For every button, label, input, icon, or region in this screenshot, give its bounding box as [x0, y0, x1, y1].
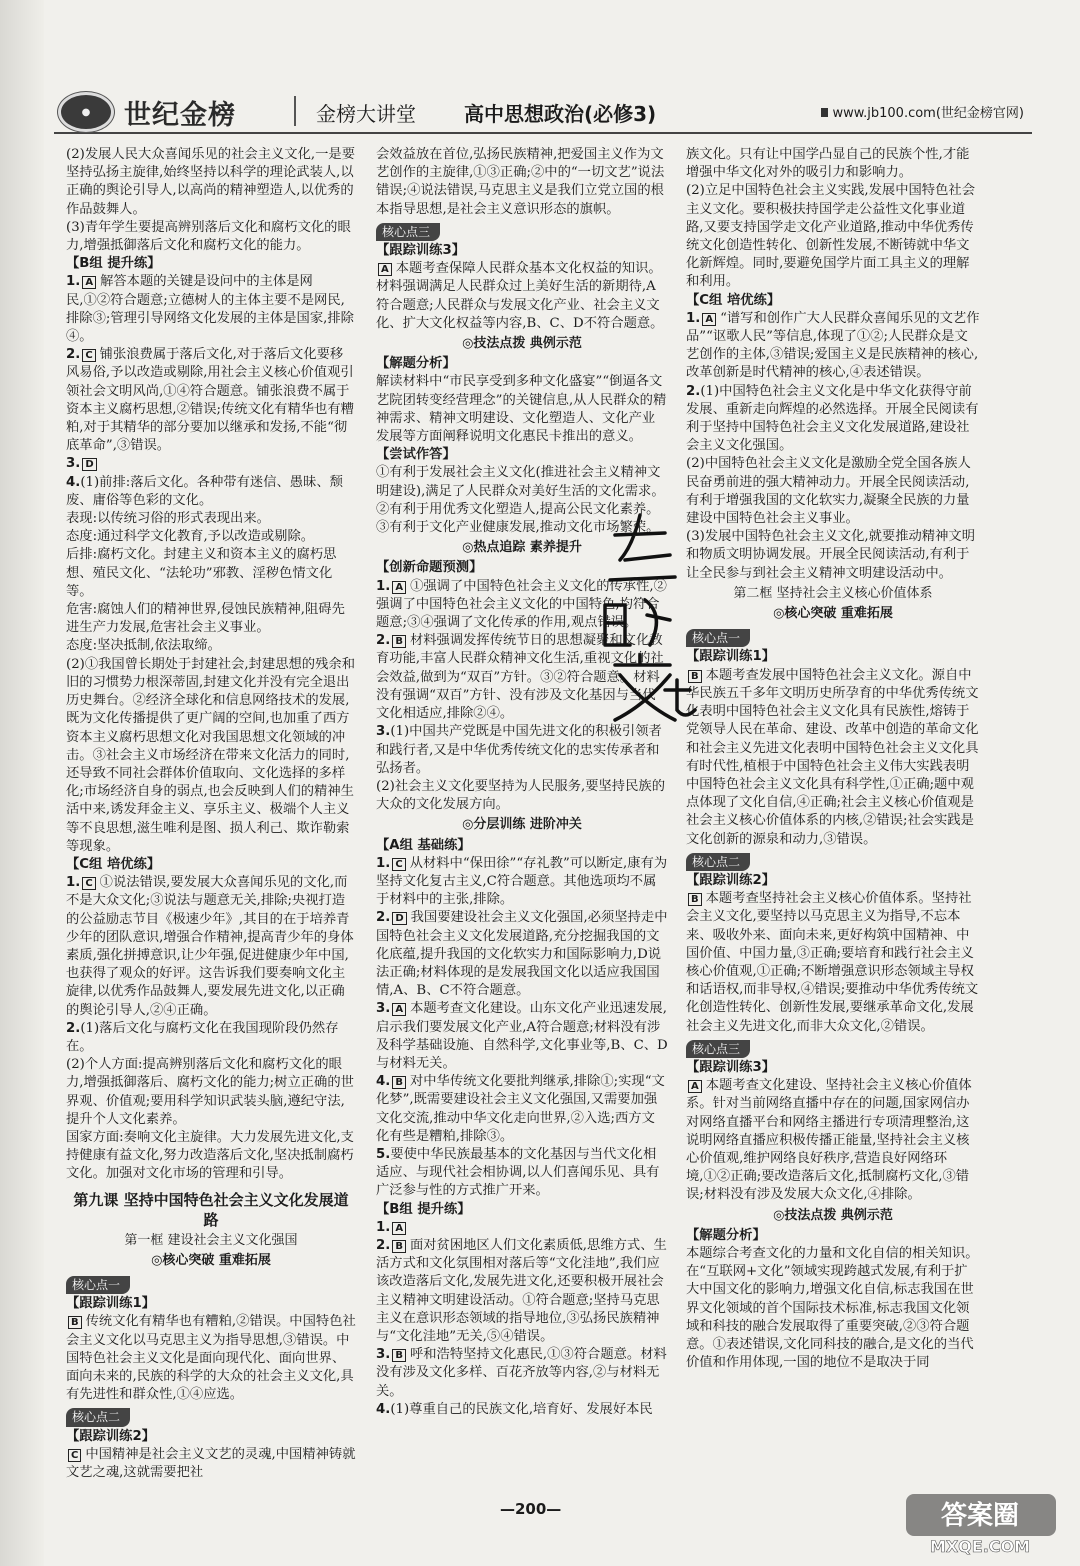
section-banner — [686, 1207, 980, 1225]
answer-item — [686, 310, 980, 383]
item-number: 2. — [66, 1020, 81, 1036]
answer-item — [376, 855, 668, 910]
answer-list — [66, 273, 356, 510]
section-banner-text: ◎核心突破 重难拓展 — [151, 1252, 271, 1268]
item-number: 2. — [376, 910, 391, 926]
item-number: 1. — [376, 578, 391, 594]
section-banner-text: ◎分层训练 进阶冲关 — [462, 817, 582, 833]
answer-text: 本题考查发展中国特色社会主义文化。源自中华民族五千多年文明历史所孕育的中华优秀传统文化表明中国特色社会主义文化具有民族性,熔铸于党领导人民在革命、建设、改革中创造的革命文化和社会主义先进文化表明中国特色社会主义文化具有时代性,植根于中国特色社会主义伟大实践表明中国特色社会主义文化具有科学性,①正确;题中观点体现了文化自信,④正确;社会主义核心价值观是社会主义核心价值体系的内核,②错误;社会实践是文化创新的源泉和动力,③错误。 — [686, 667, 979, 847]
column-2 — [376, 146, 668, 1419]
answer-item — [376, 909, 668, 1000]
paragraph: (2)立足中国特色社会主义实践,发展中国特色社会主义文化。要积极扶持国学走公益性文化事业道路,又要支持国学走文化产业道路,推动中华优秀传统文化创造性转化、创新性发展,不断铸就中华文化新辉煌。同时,要避免国学片面工具主义的理解和利用。 — [686, 183, 975, 290]
answer-item — [66, 455, 356, 473]
answer-text: 对中华传统文化要批判继承,排除①;实现“文化梦”,既需要建设社会主义文化强国,又需要加强文化交流,推动中华文化走向世界,②入选;西方文化有些是糟粕,排除③。 — [376, 1074, 665, 1144]
answer-tag: D — [392, 912, 406, 925]
item-number: 2. — [686, 383, 701, 399]
innovation-heading: 【创新命题预测】 — [376, 560, 483, 576]
item-number: 4. — [66, 474, 81, 490]
group-heading: 【B组 提升练】 — [376, 1201, 471, 1217]
paragraph: 态度:通过科学文化教育,予以改造或剔除。 — [66, 529, 315, 545]
answer-tag: B — [68, 1316, 82, 1329]
answer-tag: A — [392, 581, 406, 594]
series-title: 金榜大讲堂 — [316, 102, 416, 126]
answer-tag: C — [82, 877, 95, 890]
item-number: 5. — [376, 1146, 391, 1162]
analysis-heading: 【解题分析】 — [376, 356, 456, 372]
answer-tag: B — [392, 635, 406, 648]
answer-tag: D — [82, 458, 96, 471]
answer-item — [66, 346, 356, 455]
answer-text: 要使中华民族最基本的文化基因与当代文化相适应、与现代社会相协调,以人们喜闻乐见、具有广泛参与性的方式推广开来。 — [376, 1146, 660, 1199]
answer-item — [376, 1146, 668, 1201]
answer-text: 本题考查文化建设、坚持社会主义核心价值体系。针对当前网络直播中存在的问题,国家网信办对网络直播平台和网络主播进行专项清理整治,这说明网络直播应积极传播正能量,坚持社会主义核心价值观,维护网络良好秩序,营造良好网络环境,①②正确;要改造落后文化,抵制腐朽文化,③错误;材料没有涉及发展大众文化,④排除。 — [686, 1078, 972, 1203]
answer-item — [376, 1346, 668, 1401]
svg-text:答案圈: 答案圈 — [940, 1501, 1020, 1531]
group-heading: 【C组 培优练】 — [66, 856, 161, 872]
group-heading: 【B组 提升练】 — [66, 256, 161, 272]
answer-list — [376, 855, 668, 1201]
answer-tag: C — [392, 858, 405, 871]
section-subtitle: 第一框 建设社会主义文化强国 — [124, 1232, 298, 1248]
answer-tag: A — [378, 263, 392, 276]
answer-item — [376, 1237, 668, 1346]
answer-text: (1)落后文化与腐朽文化在我国现阶段仍然存在。 — [66, 1020, 339, 1054]
core-point-tab: 核心点二 — [686, 853, 750, 871]
page-number: —200— — [500, 1500, 562, 1518]
paragraph: 解读材料中“市民享受到多种文化盛宴”“倒逼各文艺院团转变经营理念”的关键信息,从人民群众的精神需求、精神文明建设、文化塑造人、文化产业发展等方面阐释说明文化惠民卡推出的意义。 — [376, 374, 667, 445]
answer-text: 中国精神是社会主义文艺的灵魂,中国精神铸就文艺之魂,这就需要把社 — [66, 1446, 356, 1481]
answer-text: “谱写和创作广大人民群众喜闻乐见的文艺作品”“讴歌人民”等信息,体现了①②;人民群众是文艺创作的主体,③错误;爱国主义是民族精神的核心,改革创新是时代精神的核心,④表述错误。 — [686, 310, 980, 381]
item-number: 1. — [376, 855, 391, 871]
answer-tag: B — [392, 1076, 406, 1089]
paragraph: (2)社会主义文化要坚持为人民服务,要坚持民族的大众的文化发展方向。 — [376, 778, 665, 813]
paragraph: (2)发展人民大众喜闻乐见的社会主义文化,一是要坚持弘扬主旋律,始终坚持以科学的理论武装人,以正确的舆论引导人,以高尚的精神塑造人,以优秀的作品鼓舞人。 — [66, 147, 355, 217]
follow-heading: 【跟踪训练1】 — [686, 649, 776, 665]
answer-text: (1)前排:落后文化。各种带有迷信、愚昧、颓废、庸俗等色彩的文化。 — [66, 474, 343, 508]
answer-text: 材料强调发挥传统节日的思想凝聚和文化教育功能,丰富人民群众精神文化生活,重视文化的社会效益,做到为“双百”方针。③②符合题意。材料没有强调“双百”方针、没有涉及文化基因与当代文化相适应,排除②④。 — [376, 633, 664, 722]
handwritten-annotation — [585, 505, 705, 735]
answer-text: (1)尊重自己的民族文化,培育好、发展好本民 — [390, 1401, 653, 1417]
item-number: 1. — [66, 875, 81, 891]
analysis-heading: 【解题分析】 — [686, 1227, 766, 1243]
follow-heading: 【跟踪训练2】 — [686, 872, 776, 888]
paragraph: 本题综合考查文化的力量和文化自信的相关知识。在“互联网+文化”领域实现跨越式发展,有利于扩大中国文化的影响力,增强文化自信,标志我国在世界文化领域的首个国际技术标准,标志我国文化领域和科技的融合发展取得了重要突破,②③符合题意。①表述错误,文化同科技的融合,是文化的当代价值和作用体现,一国的地位不是取决于同 — [686, 1245, 979, 1371]
answer-tag: C — [68, 1449, 81, 1462]
answer-text: 我国要建设社会主义文化强国,必须坚持走中国特色社会主义文化发展道路,充分挖掘我国的文化底蕴,提升我国的文化软实力和国际影响力,D说法正确;材料体现的是发展我国文化以适应我国国情,A、B、C不符合题意。 — [376, 910, 668, 999]
paragraph: 危害:腐蚀人们的精神世界,侵蚀民族精神,阻碍先进生产力发展,危害社会主义事业。 — [66, 602, 345, 636]
paragraph: (3)青年学生要提高辨别落后文化和腐朽文化的眼力,增强抵御落后文化和腐朽文化的能力。 — [66, 219, 351, 254]
answer-tag: A — [702, 313, 716, 326]
answer-item — [686, 383, 980, 456]
answer-tag: A — [392, 1003, 406, 1016]
answer-tag: C — [82, 349, 95, 362]
answer-text: 呼和浩特坚持文化惠民,①③符合题意。材料没有涉及文化多样、百花齐放等内容,②与材料无关。 — [376, 1347, 667, 1399]
answer-item — [376, 1000, 668, 1073]
answer-tag: A — [392, 1222, 406, 1235]
paragraph: (2)中国特色社会主义文化是激励全党全国各族人民奋勇前进的强大精神动力。开展全民阅读活动,有利于增强我国的文化软实力,凝聚全民族的力量建设中国特色社会主义事业。 — [686, 456, 971, 527]
answer-list — [686, 310, 980, 456]
group-heading: 【C组 培优练】 — [686, 292, 781, 308]
column-3 — [686, 146, 980, 1372]
item-number: 1. — [686, 310, 701, 326]
answer-item — [66, 1446, 356, 1482]
paragraph: 态度:坚决抵制,依法取缔。 — [66, 638, 221, 654]
brand-logo — [58, 92, 236, 132]
answer-item — [66, 273, 356, 346]
lesson-title: 第九课 坚持中国特色社会主义文化发展道路 — [73, 1190, 349, 1229]
answer-item — [66, 474, 356, 510]
answer-text: 传统文化有精华也有糟粕,②错误。中国特色社会主义文化以马克思主义为指导思想,③错误。中国特色社会主义文化是面向现代化、面向世界、面向未来的,民族的科学的大众的社会主义文化,具有先进性和群众性,①④应选。 — [66, 1314, 356, 1403]
answer-text: ①强调了中国特色社会主义文化的传承性,②强调了中国特色社会主义文化的中国特色,均符合题意;③④强调了文化传承的作用,观点错误。 — [376, 578, 667, 631]
column-1 — [66, 146, 356, 1482]
answer-item — [376, 1073, 668, 1146]
answer-text: 面对贫困地区人们文化素质低,思维方式、生活方式和文化氛围相对落后等“文化洼地”,我们应该改造落后文化,发展先进文化,还要积极开展社会主义精神文明建设活动。①符合题意;坚持马克思主义在意识形态领域的指导地位,③弘扬民族精神与“文化洼地”无关,⑤④错误。 — [376, 1237, 667, 1344]
answer-text: (1)中国共产党既是中国先进文化的积极引领者和践行者,又是中华优秀传统文化的忠实传承者和弘扬者。 — [376, 724, 662, 776]
core-point-tab: 核心点二 — [66, 1408, 130, 1426]
item-number: 2. — [66, 347, 81, 363]
try-heading: 【尝试作答】 — [376, 447, 456, 463]
brand-name: 世纪金榜 — [124, 99, 236, 131]
answer-item — [376, 260, 668, 333]
svg-text:MXQE.COM: MXQE.COM — [929, 1537, 1031, 1556]
paragraph: 国家方面:奏响文化主旋律。大力发展先进文化,支持健康有益文化,努力改造落后文化,坚决抵制腐朽文化。加强对文化市场的管理和引导。 — [66, 1129, 354, 1182]
paragraph: 会效益放在首位,弘扬民族精神,把爱国主义作为文艺创作的主旋律,①③正确;②中的“一切文艺”说法错误;④说法错误,马克思主义是我们立党立国的根本指导思想,是社会主义意识形态的旗帜。 — [376, 147, 665, 217]
section-banner-text: ◎技法点拨 典例示范 — [462, 336, 582, 352]
follow-heading: 【跟踪训练1】 — [66, 1296, 156, 1312]
core-point-tab: 核心点三 — [376, 223, 440, 241]
paragraph: 表现:以传统习俗的形式表现出来。 — [66, 511, 270, 527]
section-banner — [376, 335, 668, 353]
header-divider — [294, 96, 296, 126]
page-header — [54, 88, 1032, 134]
item-number: 2. — [376, 633, 391, 649]
section-banner-text: ◎热点追踪 素养提升 — [462, 540, 582, 556]
website — [821, 102, 1024, 121]
paragraph: 族文化。只有让中国学凸显自己的民族个性,才能增强中华文化对外的吸引力和影响力。 — [686, 147, 970, 181]
item-number: 1. — [376, 1219, 391, 1235]
item-number: 3. — [376, 1347, 391, 1363]
scan-edge — [0, 0, 44, 1566]
section-subtitle: 第二框 坚持社会主义核心价值体系 — [733, 585, 933, 601]
paragraph: (2)个人方面:提高辨别落后文化和腐朽文化的眼力,增强抵御落后、腐朽文化的能力;树立正确的世界观、价值观;要用科学知识武装头脑,遵纪守法,提升个人文化素养。 — [66, 1057, 354, 1127]
core-point-tab: 核心点一 — [66, 1276, 130, 1294]
item-number: 4. — [376, 1401, 391, 1417]
item-number: 1. — [66, 274, 81, 290]
item-number: 4. — [376, 1074, 391, 1090]
item-number: 3. — [66, 456, 81, 472]
answer-item — [686, 1077, 980, 1204]
answer-tag: B — [688, 670, 702, 683]
paragraph: 后排:腐朽文化。封建主义和资本主义的腐朽思想、殖民文化、“法轮功”邪教、淫秽色情文化等。 — [66, 547, 337, 599]
follow-heading: 【跟踪训练3】 — [376, 243, 466, 259]
item-number: 3. — [376, 1001, 391, 1017]
answer-tag: A — [688, 1080, 702, 1093]
answer-text: 本题考查保障人民群众基本文化权益的知识。材料强调满足人民群众过上美好生活的新期待,A符合题意;人民群众与发展文化产业、社会主义文化、扩大文化权益等内容,B、C、D不符合题意。 — [376, 261, 664, 331]
answer-tag: A — [82, 276, 96, 289]
answer-text: (1)中国特色社会主义文化是中华文化获得守前发展、重新走向辉煌的必然选择。开展全民阅读有利于坚持中国特色社会主义文化发展道路,建设社会主义文化强国。 — [686, 383, 979, 454]
answer-item — [66, 1313, 356, 1404]
answer-tag: B — [392, 1240, 406, 1253]
section-banner — [66, 1252, 356, 1270]
logo-emblem-icon: ● — [58, 92, 114, 132]
section-banner-text: ◎核心突破 重难拓展 — [773, 606, 893, 622]
answer-list — [66, 874, 356, 1056]
answer-tag: B — [688, 893, 702, 906]
section-banner-text: ◎技法点拨 典例示范 — [773, 1207, 893, 1223]
answer-text: 从材料中“保田徐”“存礼教”可以断定,康有为坚持文化复古主义,C符合题意。其他选项均不属于材料中的主张,排除。 — [376, 855, 668, 908]
paragraph: (2)①我国曾长期处于封建社会,封建思想的残余和旧的习惯势力根深蒂固,封建文化并没有完全退出历史舞台。②经济全球化和信息网络技术的发展,既为文化传播提供了更广阔的空间,也加重了西方资本主义腐朽思想文化对我国思想文化领域的冲击。③社会主义市场经济在带来文化活力的同时,还导致不同社会群体价值取向、文化选择的多样化;市场经济自身的弱点,也会反映到人们的精神生活中来,诱发拜金主义、享乐主义、极端个人主义等不良思想,滋生唯利是图、损人利己、欺诈勒索等现象。 — [66, 656, 355, 854]
subject-title: 高中思想政治(必修3) — [464, 102, 657, 126]
paragraph: ①有利于发展社会主义文化(推进社会主义精神文明建设),满足了人民群众对美好生活的文化需求。②有利于用优秀文化塑造人,提高公民文化素养。③有利于文化产业健康发展,推动文化市场繁荣。 — [376, 465, 665, 536]
group-heading: 【A组 基础练】 — [376, 837, 471, 853]
answer-text: 本题考查坚持社会主义核心价值体系。坚持社会主义文化,要坚持以马克思主义为指导,不忘本来、吸收外来、面向未来,更好构筑中国精神、中国价值、中国力量,③正确;要培育和践行社会主义核心价值观,①正确;不断增强意识形态领域主导权和话语权,而非导权,④错误;要推动中华优秀传统文化创造性转化、创新性发展,要继承革命文化,发展社会主义先进文化,而非大众文化,②错误。 — [686, 891, 979, 1034]
item-number: 2. — [376, 1237, 391, 1253]
answer-text: 解答本题的关键是设问中的主体是网民,①②符合题意;立德树人的主体主要不是网民,排除③;管理引导网络文化发展的主体是国家,排除④。 — [66, 274, 354, 345]
bullet-icon — [821, 108, 828, 117]
answer-item — [66, 1020, 356, 1056]
section-banner — [686, 605, 980, 623]
follow-heading: 【跟踪训练2】 — [66, 1428, 156, 1444]
watermark-logo — [900, 1490, 1070, 1560]
answer-item — [376, 1401, 668, 1419]
answer-text: ①说法错误,要发展大众喜闻乐见的文化,而不是大众文化;③说法与题意无关,排除;央视打造的公益励志节目《极速少年》,其目的在于培养青少年的团队意识,增强合作精神,提高青少年的身体素质,强化拼搏意识,让少年强,促进健康少年中国,也获得了观众的好评。这告诉我们要奏响文化主旋律,以优秀作品鼓舞人,要发展先进文化,以正确的舆论引导人,②④正确。 — [66, 875, 354, 1018]
answer-item — [376, 1219, 668, 1237]
answer-item — [686, 890, 980, 1036]
answer-item — [686, 667, 980, 849]
answer-tag: B — [392, 1349, 406, 1362]
answer-list — [376, 1219, 668, 1419]
item-number: 3. — [376, 724, 391, 740]
follow-heading: 【跟踪训练3】 — [686, 1059, 776, 1075]
answer-text: 铺张浪费属于落后文化,对于落后文化要移风易俗,予以改造或剔除,用社会主义核心价值观引领社会文明风尚,①④符合题意。铺张浪费不属于资本主义腐朽思想,②错误;传统文化有精华也有糟粕,对于其精华的部分要加以继承和发扬,不能“彻底革命”,③错误。 — [66, 347, 354, 454]
website-text: www.jb100.com(世纪金榜官网) — [832, 106, 1024, 121]
paragraph: (3)发展中国特色社会主义文化,就要推动精神文明和物质文明协调发展。开展全民阅读活动,有利于让全民参与到社会主义精神文明建设活动中。 — [686, 529, 975, 581]
answer-text: 本题考查文化建设。山东文化产业迅速发展,启示我们要发展文化产业,A符合题意;材料没有涉及科学基础设施、自然科学,文化事业等,B、C、D与材料无关。 — [376, 1001, 668, 1071]
section-banner — [376, 816, 668, 834]
core-point-tab: 核心点三 — [686, 1040, 750, 1058]
core-point-tab: 核心点一 — [686, 629, 750, 647]
answer-item — [66, 874, 356, 1020]
